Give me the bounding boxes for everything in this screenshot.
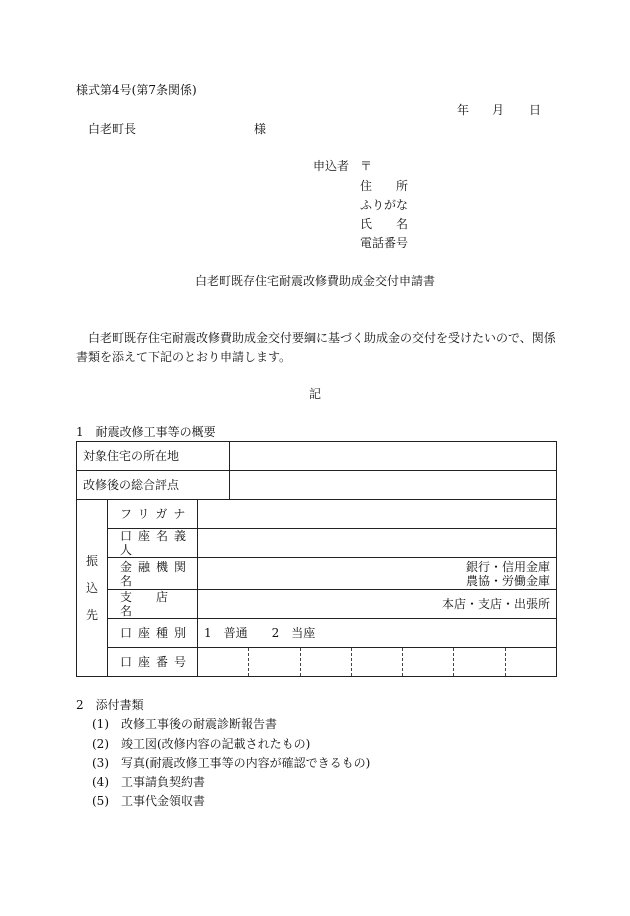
attachment-item-2: (2) 竣工図(改修内容の記載されたもの) xyxy=(92,737,311,751)
account-number-boxes xyxy=(198,648,556,676)
branch-field[interactable] xyxy=(198,590,557,619)
furigana-label-cell: フリガナ xyxy=(108,500,198,529)
transfer-char-1: 振 xyxy=(85,554,98,568)
digit-box[interactable] xyxy=(198,648,248,676)
account-number-field[interactable] xyxy=(198,648,557,677)
section2-heading: 2 添付書類 xyxy=(76,698,144,712)
address-field[interactable] xyxy=(230,442,557,471)
branch-label: 支 店 名 xyxy=(108,590,198,619)
account-number-label: 口座番号 xyxy=(108,648,198,677)
postal-mark: 〒 xyxy=(360,159,373,173)
digit-box[interactable] xyxy=(402,648,453,676)
body-line-1: 白老町既存住宅耐震改修費助成金交付要綱に基づく助成金の交付を受けたいので、関係 xyxy=(88,331,556,345)
name-label: 氏 名 xyxy=(360,217,409,231)
account-type-options[interactable]: 1 普通 2 当座 xyxy=(198,619,557,648)
digit-box[interactable] xyxy=(505,648,556,676)
form-number: 様式第4号(第7条関係) xyxy=(76,83,197,97)
attachment-item-1: (1) 改修工事後の耐震診断報告書 xyxy=(92,717,277,731)
transfer-char-3: 先 xyxy=(85,608,98,622)
attachment-item-5: (5) 工事代金領収書 xyxy=(92,794,205,808)
applicant-label: 申込者 xyxy=(313,159,350,173)
ki-mark: 記 xyxy=(308,387,321,401)
transfer-char-2: 込 xyxy=(85,581,98,595)
date-day: 日 xyxy=(529,103,542,117)
digit-box[interactable] xyxy=(351,648,402,676)
addressee: 白老町長 xyxy=(88,122,137,136)
section1-heading: 1 耐震改修工事等の概要 xyxy=(76,425,216,439)
digit-box[interactable] xyxy=(248,648,299,676)
address-row-label: 対象住宅の所在地 xyxy=(77,442,230,471)
transfer-vertical-label xyxy=(77,500,108,677)
document-title: 白老町既存住宅耐震改修費助成金交付申請書 xyxy=(194,274,435,288)
branch-types: 本店・支店・出張所 xyxy=(442,597,551,611)
account-type-label: 口座種別 xyxy=(108,619,198,648)
date-year: 年 xyxy=(457,103,470,117)
digit-box[interactable] xyxy=(300,648,351,676)
phone-label: 電話番号 xyxy=(360,236,409,250)
honorific: 様 xyxy=(254,122,267,136)
address-label: 住 所 xyxy=(360,179,409,193)
bank-name-field[interactable] xyxy=(198,558,557,590)
bank-name-label: 金融機関名 xyxy=(108,558,198,590)
attachment-item-3: (3) 写真(耐震改修工事等の内容が確認できるもの) xyxy=(92,756,371,770)
score-field[interactable] xyxy=(230,471,557,500)
furigana-field[interactable] xyxy=(198,500,557,529)
bank-types-2: 農協・労働金庫 xyxy=(466,573,551,588)
attachment-item-4: (4) 工事請負契約書 xyxy=(92,775,205,789)
body-line-2: 書類を添えて下記のとおり申請します。 xyxy=(76,350,292,364)
score-row-label: 改修後の総合評点 xyxy=(77,471,230,500)
digit-box[interactable] xyxy=(453,648,504,676)
date-month: 月 xyxy=(492,103,505,117)
bank-types-1: 銀行・信用金庫 xyxy=(466,559,551,574)
project-summary-table xyxy=(76,441,557,677)
account-holder-field[interactable] xyxy=(198,529,557,558)
furigana-label: ふりがな xyxy=(360,198,409,212)
account-holder-label: 口座名義人 xyxy=(108,529,198,558)
